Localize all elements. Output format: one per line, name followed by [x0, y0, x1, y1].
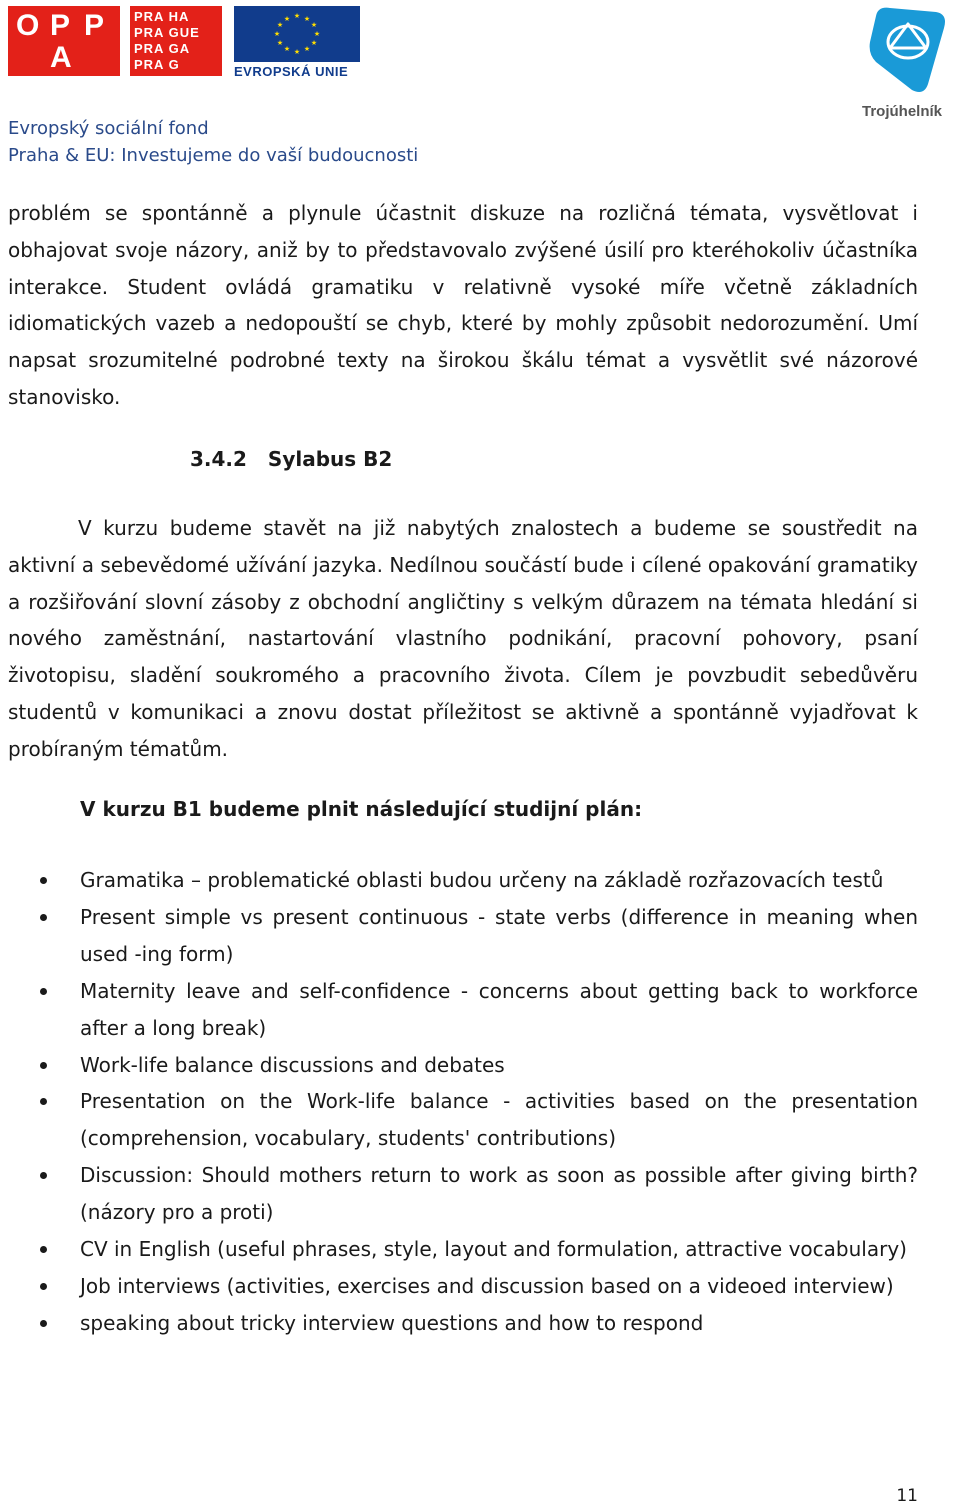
syllabus-paragraph: V kurzu budeme stavět na již nabytých znalostech a budeme se soustředit na aktivní a sebevědomé užívání jazyka. Nedílnou součástí bude i cílené opakování gramatiky a rozšiřování slovní zásoby z obchodní angličtiny s velkým důrazem na témata hledání si nového zaměstnání, nastartování vlastního podnikání, pracovní pohovory, psaní životopisu, sladění soukromého a pracovního života. Cílem je povzbudit sebedůvěru studentů v komunikaci a znovu dostat příležitost se aktivně a spontánně vyjadřovat k probíraným tématům. [8, 516, 918, 761]
trojuhelnik-logo-icon [866, 2, 950, 96]
bullet-icon [40, 1172, 47, 1179]
list-item-text: speaking about tricky interview questions and how to respond [80, 1310, 704, 1335]
svg-text:★: ★ [310, 21, 318, 29]
list-item-text: Present simple vs present continuous - state verbs (difference in meaning when used -ing form) [80, 904, 918, 966]
bullet-icon [40, 1283, 47, 1290]
svg-text:★: ★ [276, 21, 284, 29]
list-item [0, 899, 918, 973]
trojuhelnik-logo-label: Trojúhelník [862, 103, 943, 120]
svg-text:★: ★ [293, 12, 301, 20]
oppa-logo [8, 6, 120, 76]
svg-text:★: ★ [303, 45, 311, 53]
svg-text:★: ★ [303, 15, 311, 23]
section-heading [190, 447, 392, 471]
intro-paragraph: problém se spontánně a plynule účastnit diskuze na rozličná témata, vysvětlovat i obhajovat svoje názory, aniž by to představovalo zvýšené úsilí pro kteréhokoliv účastníka interakce. Student ovládá gramatiku v relativně vysoké míře včetně základních idiomatických vazeb a nedopouští se chyb, které by mohly způsobit nedorozumění. Umí napsat srozumitelné podrobné texty na širokou škálu témat a vysvětlit své názorové stanovisko. [8, 201, 918, 409]
praha-logo-row: PRA GA [134, 41, 191, 56]
list-item-text: Discussion: Should mothers return to work as soon as possible after giving birth? (názory pro a proti) [80, 1163, 918, 1225]
list-item [0, 1083, 918, 1157]
list-item-text: Job interviews (activities, exercises and discussion based on a videoed interview) [80, 1273, 894, 1298]
list-item-text: Maternity leave and self-confidence - concerns about getting back to workforce after a long break) [80, 978, 918, 1040]
svg-text:★: ★ [310, 39, 318, 47]
list-item [0, 862, 918, 899]
bullet-icon [40, 877, 47, 884]
list-item [0, 1047, 918, 1084]
bullet-icon [40, 914, 47, 921]
praha-logo-row: PRA HA [134, 9, 190, 24]
list-item-text: Gramatika – problematické oblasti budou určeny na základě rozřazovacích testů [80, 868, 884, 892]
svg-text:★: ★ [273, 30, 281, 38]
page-number: 11 [896, 1486, 918, 1506]
fund-line-1: Evropský sociální fond [8, 118, 209, 139]
section-title: Sylabus B2 [267, 447, 393, 471]
section-number: 3.4.2 [190, 447, 247, 471]
list-item-text: Work-life balance discussions and debates [80, 1052, 505, 1077]
svg-text:★: ★ [313, 30, 321, 38]
svg-text:★: ★ [293, 48, 301, 56]
list-item [0, 1231, 918, 1268]
eu-flag-icon [234, 6, 360, 62]
svg-text:★: ★ [283, 15, 291, 23]
plan-list [0, 862, 918, 1342]
praha-logo-row: PRA GUE [134, 25, 200, 40]
list-item-text: CV in English (useful phrases, style, layout and formulation, attractive vocabulary) [80, 1237, 907, 1262]
bullet-icon [40, 1098, 47, 1105]
bullet-icon [40, 1246, 47, 1253]
svg-text:★: ★ [276, 39, 284, 47]
list-item [0, 1268, 918, 1305]
oppa-logo-letter: P [50, 9, 71, 42]
bullet-icon [40, 988, 47, 995]
fund-line-2: Praha & EU: Investujeme do vaší budoucnosti [8, 145, 419, 166]
list-item [0, 1157, 918, 1231]
oppa-logo-letter: A [50, 41, 72, 74]
page-header [0, 0, 960, 180]
praha-logo-row: PRA G [134, 57, 180, 72]
list-item [0, 1305, 918, 1342]
list-item-text: Presentation on the Work-life balance - activities based on the presentation (comprehension, vocabulary, students' contributions) [80, 1089, 918, 1151]
bullet-icon [40, 1062, 47, 1069]
oppa-logo-letter: O [16, 9, 40, 42]
plan-heading: V kurzu B1 budeme plnit následující studijní plán: [80, 797, 643, 821]
eu-logo-label: EVROPSKÁ UNIE [234, 64, 349, 79]
bullet-icon [40, 1320, 47, 1327]
oppa-logo-letter: P [84, 9, 105, 42]
list-item [0, 973, 918, 1047]
svg-text:★: ★ [283, 45, 291, 53]
praha-logo [130, 6, 222, 76]
